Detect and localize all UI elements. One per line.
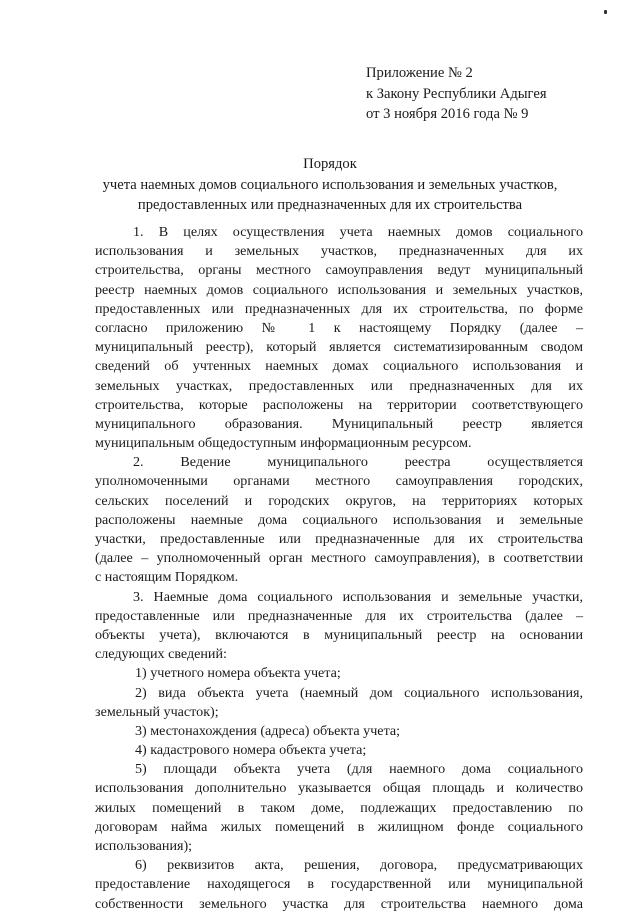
text-line: предоставленные или предназначенные для их строительства (далее – xyxy=(95,607,583,624)
title-line: учета наемных домов социального использования и земельных участков, xyxy=(102,176,558,193)
text-line: земельных участках, предоставленных или предназначенных для их xyxy=(95,377,583,394)
text-line: собственности земельного участка для строительства наемного дома xyxy=(95,895,583,912)
text-line: с настоящим Порядком. xyxy=(95,569,239,586)
text-line: уполномоченными органами местного самоуправления городских, xyxy=(95,473,583,490)
header-line: от 3 ноября 2016 года № 9 xyxy=(366,106,529,122)
appendix-header xyxy=(366,63,626,125)
text-line: договорам найма жилых помещений в жилищном фонде социального xyxy=(95,818,583,835)
text-line: согласно приложению № 1 к настоящему Порядку (далее – xyxy=(95,319,583,336)
title-line: Порядок xyxy=(303,156,357,172)
text-line: 1) учетного номера объекта учета; xyxy=(135,665,341,682)
text-line: 1. В целях осуществления учета наемных домов социального xyxy=(133,224,583,240)
header-line: к Закону Республики Адыгея xyxy=(366,85,547,102)
text-line: 5) площади объекта учета (для наемного дома социального xyxy=(135,761,583,778)
header-line: Приложение № 2 xyxy=(366,65,473,81)
text-line: сельских поселений и городских округов, на территориях которых xyxy=(95,492,583,509)
title-line: предоставленных или предназначенных для их строительства xyxy=(137,197,523,213)
text-line: предоставление находящегося в государственной или муниципальной xyxy=(95,876,583,893)
text-line: 2) вида объекта учета (наемный дом социального использования, xyxy=(135,684,583,701)
text-line: 2. Ведение муниципального реестра осуществляется xyxy=(133,454,583,471)
text-line: (далее – уполномоченный орган местного самоуправления), в соответствии xyxy=(95,550,583,567)
text-line: жилых помещений в таком доме, подлежащих предоставлению по xyxy=(95,799,583,816)
text-line: использования и земельных участков, предназначенных для их xyxy=(95,243,583,260)
text-line: муниципального образования. Муниципальный реестр является xyxy=(95,415,583,432)
scan-speck xyxy=(604,10,607,14)
text-line: объекты учета), включаются в муниципальный реестр на основании xyxy=(95,626,583,643)
text-line: использования дополнительно указывается общая площадь и количество xyxy=(95,780,583,797)
text-line: сведений об учтенных наемных домах социального использования и xyxy=(95,358,583,375)
text-line: реестр наемных домов социального использования и земельных участков, xyxy=(95,281,583,298)
text-line: 3. Наемные дома социального использования и земельные участки, xyxy=(133,588,583,605)
text-line: земельный участок); xyxy=(95,703,219,720)
text-line: расположены наемные дома социального использования и земельные xyxy=(95,511,583,528)
text-line: строительства, органы местного самоуправления ведут муниципальный xyxy=(95,262,583,279)
text-line: предоставленных или предназначенных для их строительства, по форме xyxy=(95,300,583,317)
text-line: участки, предоставленные или предназначенные для их строительства xyxy=(95,531,583,547)
text-line: муниципальный реестр), который является систематизированным сводом xyxy=(95,339,583,356)
text-line: использования); xyxy=(95,838,193,854)
text-line: следующих сведений: xyxy=(95,646,227,663)
text-line: 6) реквизитов акта, решения, договора, предусматривающих xyxy=(135,857,583,874)
text-line: строительства, которые расположены на территории соответствующего xyxy=(95,396,583,413)
text-line: 4) кадастрового номера объекта учета; xyxy=(135,742,367,759)
text-line: муниципальным общедоступным информационным ресурсом. xyxy=(95,435,472,452)
document-body xyxy=(95,223,583,914)
document-title xyxy=(60,154,600,216)
text-line: 3) местонахождения (адреса) объекта учета; xyxy=(135,722,401,739)
